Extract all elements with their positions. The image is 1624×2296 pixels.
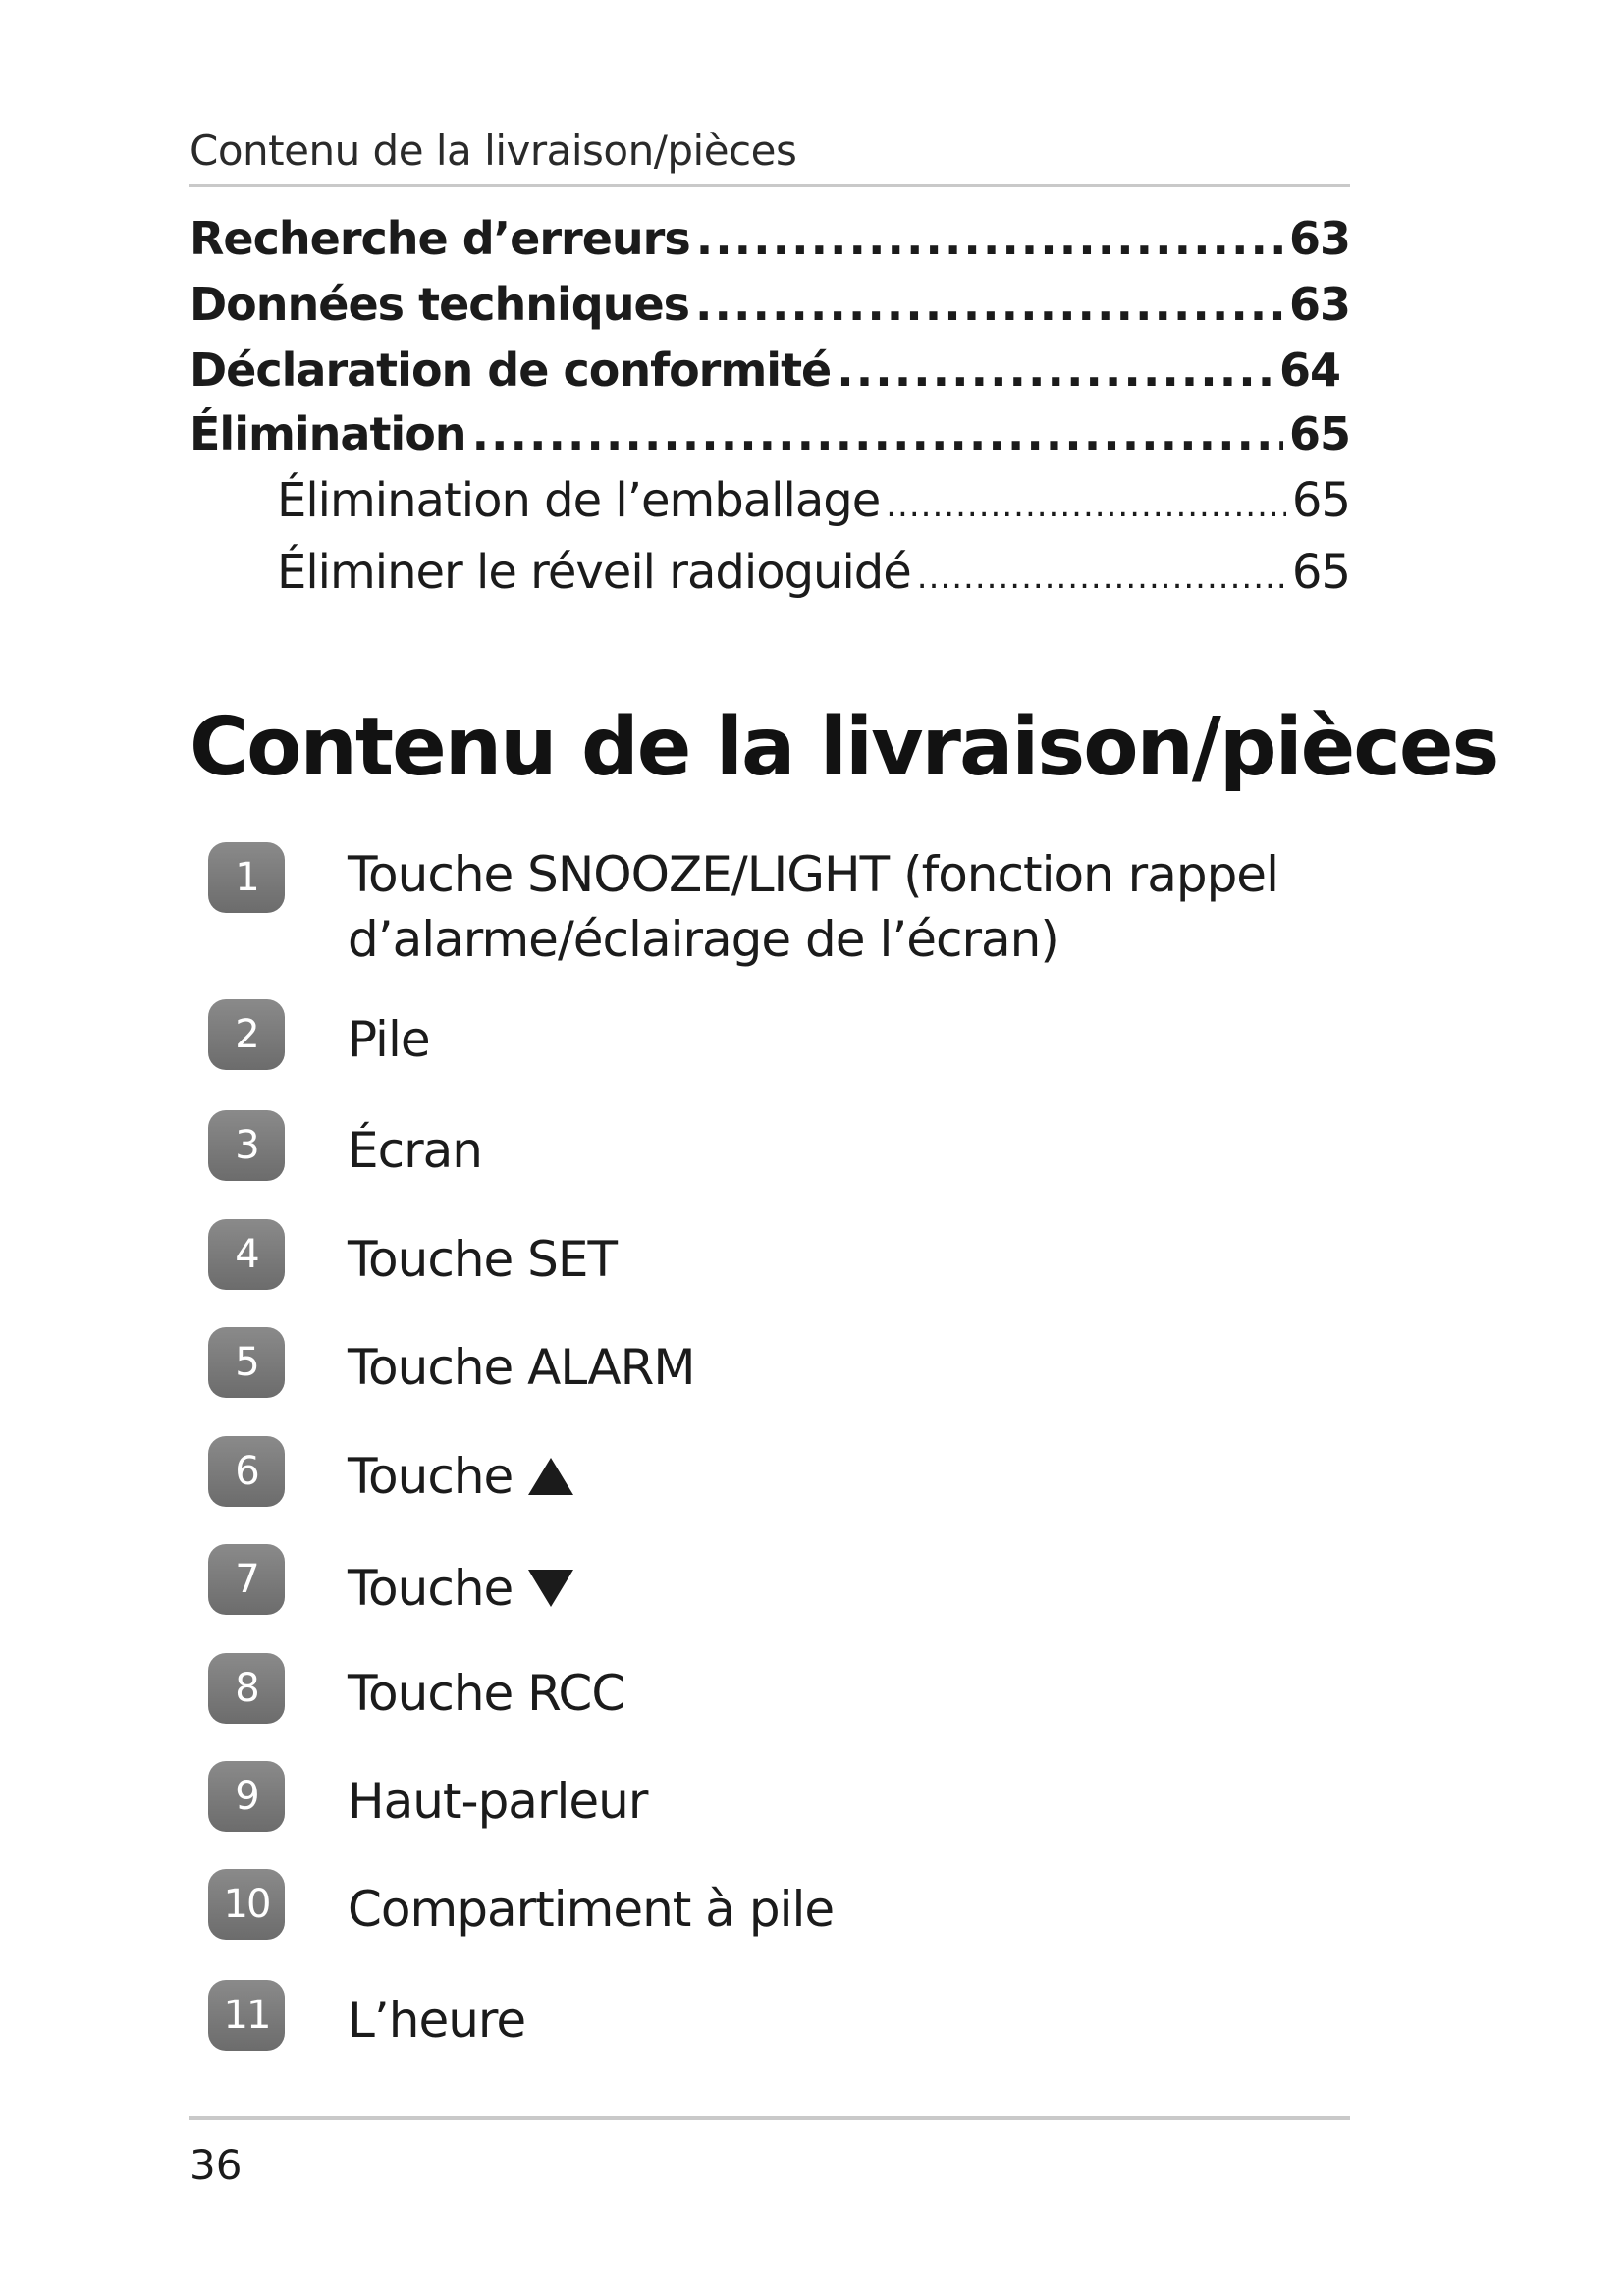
item-number-badge: 10 — [208, 1869, 285, 1940]
item-number-badge: 8 — [208, 1653, 285, 1724]
toc-entry-title: Élimination — [189, 407, 466, 460]
page-number: 36 — [189, 2141, 243, 2189]
item-label: Touche ALARM — [348, 1339, 695, 1396]
triangle-up-icon — [528, 1458, 573, 1495]
toc-entry-title: Élimination de l’emballage — [277, 473, 881, 528]
triangle-down-icon — [528, 1570, 573, 1607]
toc-entry-title: Éliminer le réveil radioguidé — [277, 545, 911, 600]
item-number-badge: 6 — [208, 1436, 285, 1507]
running-header: Contenu de la livraison/pièces — [189, 127, 797, 175]
footer-divider — [189, 2116, 1350, 2120]
toc-entry-title: Déclaration de conformité — [189, 344, 832, 397]
item-label: L’heure — [348, 1992, 526, 2049]
item-label: Haut-parleur — [348, 1773, 648, 1830]
item-number-badge: 7 — [208, 1544, 285, 1615]
item-number-badge: 5 — [208, 1327, 285, 1398]
item-label — [348, 1444, 1329, 1509]
item-label: Touche SET — [348, 1231, 618, 1288]
item-label-text: Touche — [348, 1560, 514, 1617]
item-label: Écran — [348, 1122, 482, 1179]
item-number-badge: 1 — [208, 842, 285, 913]
toc-entry-page: 65 — [1291, 545, 1350, 600]
item-label-text: Touche — [348, 1448, 514, 1505]
item-label: Pile — [348, 1011, 430, 1068]
item-label: Touche SNOOZE/LIGHT (fonction rappel d’alarme/éclairage de l’écran) — [348, 846, 1278, 968]
toc-entry-page: 65 — [1291, 473, 1350, 528]
item-label: Touche RCC — [348, 1665, 625, 1722]
toc-entry-page: 65 — [1288, 407, 1350, 460]
section-heading: Contenu de la livraison/pièces — [189, 701, 1498, 794]
item-number-badge: 4 — [208, 1219, 285, 1290]
item-label: Compartiment à pile — [348, 1881, 835, 1938]
toc-entry-page: 64 — [1278, 344, 1340, 397]
toc-entry-title: Données techniques — [189, 278, 690, 331]
item-number-badge: 2 — [208, 999, 285, 1070]
toc-entry-page: 63 — [1288, 278, 1350, 331]
toc-entry-page: 63 — [1288, 212, 1350, 265]
item-number-badge: 11 — [208, 1980, 285, 2051]
item-number-badge: 9 — [208, 1761, 285, 1832]
item-number-badge: 3 — [208, 1110, 285, 1181]
item-label — [348, 1556, 1329, 1621]
toc-entry-title: Recherche d’erreurs — [189, 212, 690, 265]
